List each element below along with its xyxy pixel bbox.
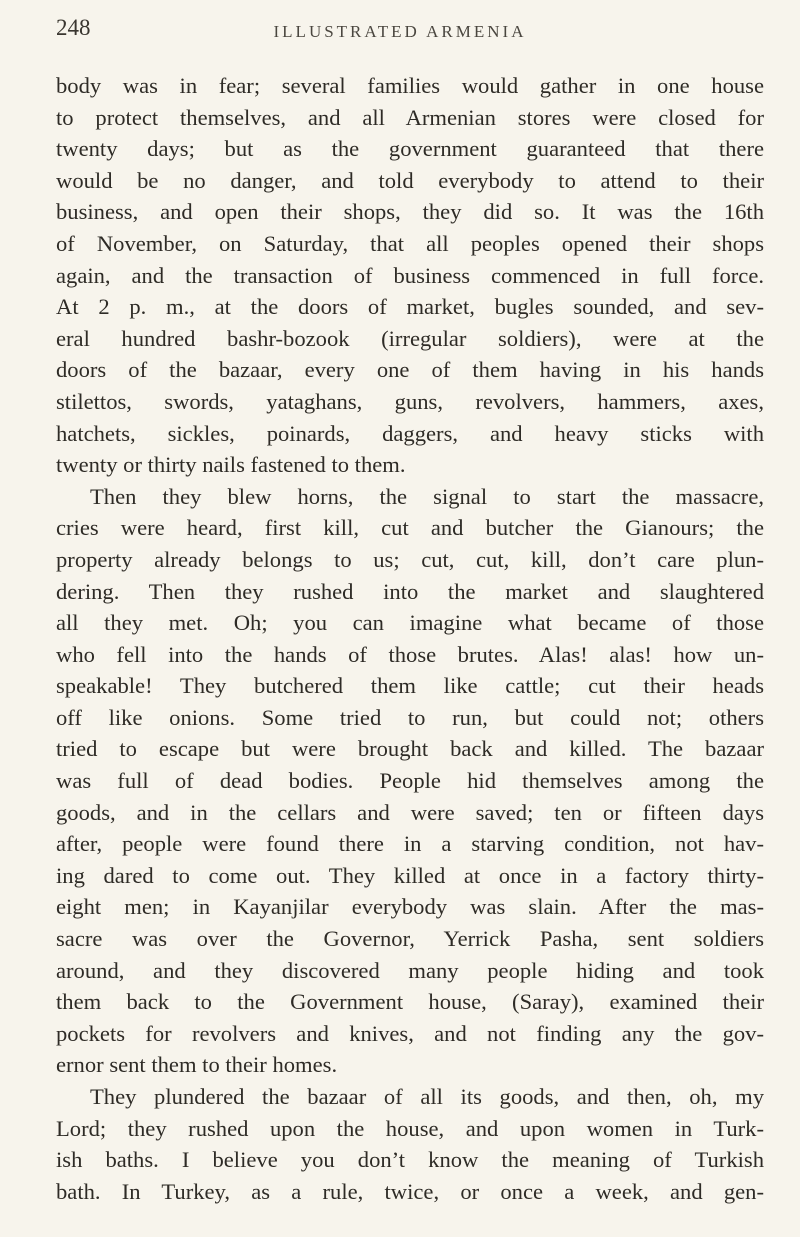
text-line: hatchets, sickles, poinards, daggers, and heavy sticks with — [56, 420, 764, 446]
text-line: property already belongs to us; cut, cut, kill, don’t care plun- — [56, 546, 764, 572]
page-header — [0, 14, 800, 54]
text-line: body was in fear; several families would gather in one house — [56, 73, 764, 98]
text-line: dering. Then they rushed into the market and slaughtered — [56, 578, 764, 604]
text-line: bath. In Turkey, as a rule, twice, or once a week, and gen- — [56, 1178, 764, 1204]
text-line: cries were heard, first kill, cut and butcher the Gianours; the — [56, 515, 764, 541]
text-line: Then they blew horns, the signal to start the massacre, — [90, 483, 764, 509]
text-line: again, and the transaction of business commenced in full force. — [56, 262, 764, 288]
text-line: would be no danger, and told everybody to attend to their — [56, 167, 764, 193]
text-line: tried to escape but were brought back and killed. The bazaar — [56, 736, 764, 762]
text-line: stilettos, swords, yataghans, guns, revolvers, hammers, axes, — [56, 388, 764, 414]
text-line: goods, and in the cellars and were saved; ten or fifteen days — [56, 799, 764, 825]
text-line: to protect themselves, and all Armenian stores were closed for — [56, 104, 764, 130]
text-line: off like onions. Some tried to run, but could not; others — [56, 704, 764, 730]
page-number: 248 — [56, 15, 91, 40]
text-line: around, and they discovered many people hiding and took — [56, 957, 764, 983]
text-line: them back to the Government house, (Saray), examined their — [56, 989, 764, 1015]
text-body — [56, 70, 764, 1207]
text-line: eral hundred bashr-bozook (irregular soldiers), were at the — [56, 325, 764, 351]
text-line: ing dared to come out. They killed at once in a factory thirty- — [56, 862, 764, 888]
text-line: was full of dead bodies. People hid themselves among the — [56, 768, 764, 794]
text-line: who fell into the hands of those brutes. Alas! alas! how un- — [56, 641, 764, 667]
text-line: twenty days; but as the government guaranteed that there — [56, 136, 764, 162]
text-line: Lord; they rushed upon the house, and upon women in Turk- — [56, 1115, 764, 1141]
text-line: pockets for revolvers and knives, and not finding any the gov- — [56, 1020, 764, 1046]
text-line: after, people were found there in a starving condition, not hav- — [56, 831, 764, 857]
text-line: speakable! They butchered them like cattle; cut their heads — [56, 673, 764, 699]
text-line: doors of the bazaar, every one of them having in his hands — [56, 357, 764, 383]
text-line: of November, on Saturday, that all peoples opened their shops — [56, 230, 764, 256]
text-line: eight men; in Kayanjilar everybody was slain. After the mas- — [56, 894, 764, 920]
paragraph — [56, 1081, 764, 1207]
text-line: ernor sent them to their homes. — [56, 1052, 338, 1078]
text-line: all they met. Oh; you can imagine what became of those — [56, 610, 764, 636]
text-line: At 2 p. m., at the doors of market, bugles sounded, and sev- — [56, 294, 764, 320]
text-line: business, and open their shops, they did so. It was the 16th — [56, 199, 764, 225]
paragraph — [56, 70, 764, 481]
running-head: ILLUSTRATED ARMENIA — [273, 22, 527, 41]
text-line: ish baths. I believe you don’t know the meaning of Turkish — [56, 1147, 764, 1173]
text-line: They plundered the bazaar of all its goods, and then, oh, my — [90, 1084, 764, 1109]
text-line: sacre was over the Governor, Yerrick Pasha, sent soldiers — [56, 926, 764, 952]
text-line: twenty or thirty nails fastened to them. — [56, 452, 406, 478]
paragraph — [56, 481, 764, 1081]
